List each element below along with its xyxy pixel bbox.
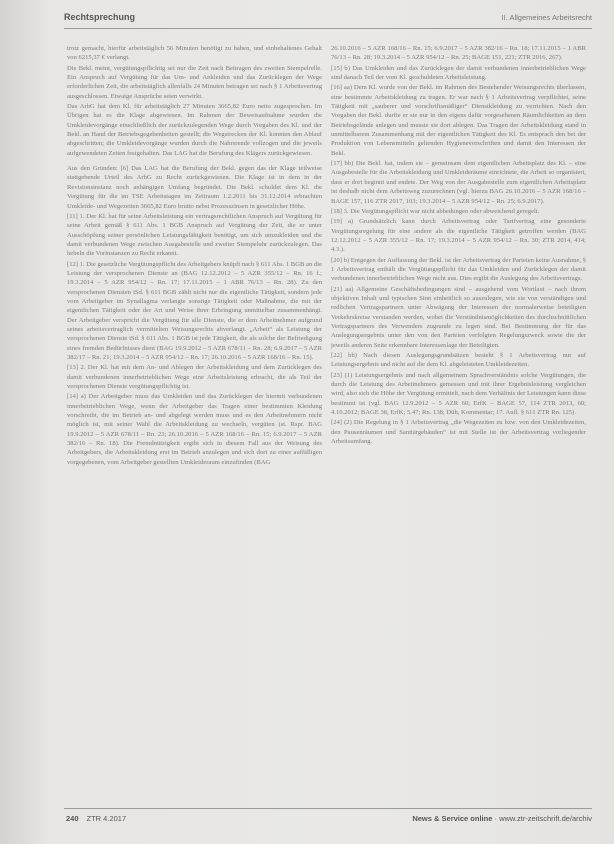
page-footer [64,808,592,828]
footer-left [66,814,126,823]
page-number: 240 [66,814,79,823]
paragraph: [16] aa) Dem Kl. wurde von der Bekl. im Rahmen des Bestehender Weisungsrechts überlassen, eine bestimmte Arbeitskleidung zu tragen. Er war nach § 1 Arbeitsvertrag verpflichtet, seine Tätigkeit mit „sauberer und vorschriftsmäßiger“ Dienstkleidung zu verrichten. Nach den Vorgaben der Bekl. durfte er sie nur in den eigens dafür vorgesehenen Räumlichkeiten an dem Betriebsgelände anlegen und musste sie dort ablegen. Das Tragen der Arbeitskleidung stand in unmittelbarem Zusammenhang mit der eigentlichen Tätigkeit des Kl. Es entsprach den bei der Produktion von Lebensmitteln geltenden Hygienevorschriften und damit den Interessen der Bekl. [331,84,586,157]
section-subtitle: II. Allgemeines Arbeitsrecht [501,13,592,22]
paragraph: [24] (2) Die Regelung in § 1 Arbeitsvertrag „die Wegezeiten zu bzw. von den Umkleidezeiten, den Pausenräumen und Sanitärgebäuden“ ist mit Stelle ist der Arbeitsvertrag vorliegender Arbeitsumfang. [331,419,586,446]
paragraph: [21] aa) Allgemeine Geschäftsbedingungen sind – ausgehend vom Wortlaut – nach ihrem objektiven Inhalt und typischen Sinn einheitlich so auszulegen, wie sie von verständigen und redlichen Vertragspartnern unter Abwägung der Interessen der normalerweise beteiligten Verkehrskreise verstanden werden, wobei die Verständnismöglichkeiten des durchschnittlichen Vertragspartners des Verwenders zugrunde zu legen sind. Bei Bestimmung der für das Auslegungsergebnis unter den von den Parteien verfolgten Regelungszweck sowie die der jeweils anderen Seite erkennbare Interessenlage der Beteiligten. [331,285,586,349]
paragraph: trotz gemacht, hierfür arbeitstäglich 56 Minuten benötigt zu haben, und einbehaltenes Gehalt von 6215,37 € verlangt. [67,45,322,62]
paragraph: [19] a) Grundsätzlich kann durch Arbeitsvertrag oder Tarifvertrag eine gesonderte Vergütungsregelung für eine andere als die eigentliche Tätigkeit getroffen werden (BAG 12.12.2012 – 5 AZR 355/12 – Rn. 17; 19.3.2014 – 5 AZR 954/12 – Rn. 30; ZTR 2014, 414; 4.3.). [331,218,586,254]
paragraph: [12] 1. Die gesetzliche Vergütungspflicht des Arbeitgebers knüpft nach § 611 Abs. 1 BGB an die Leistung der versprochenen Dienste an (BAG 12.12.2012 – 5 AZR 355/12 – Rn. 16 f.; 19.3.2014 – 5 AZR 954/12 – Rn. 17; 17.11.2015 – 1 ABR 76/13 – Rn. 28). Zu den versprochenen Diensten iSd. § 611 BGB zählt nicht nur die eigentliche Tätigkeit, sondern jede vom Arbeitgeber im Synallagma verlangte sonstige Tätigkeit oder Maßnahme, die mit der eigentlichen Tätigkeit oder der Art und Weise ihrer Erbringung unmittelbar zusammenhängt. Der Arbeitgeber verspricht die Vergütung für alle Dienste, die er dem Arbeitnehmer aufgrund seines arbeitsvertraglich vermittelten Weisungsrechts abverlangt. „Arbeit“ als Leistung der versprochenen Dienste iSd. § 611 Abs. 1 BGB ist jede Tätigkeit, die als solche der Befriedigung eines fremden Bedürfnisses dient (BAG 19.9.2012 – 5 AZR 678/11 – Rn. 28; 6.9.2017 – 5 AZR 382/17 – Rn. 21; 19.3.2014 – 5 AZR 954/12 – Rn. 17; 26.10.2016 – 5 AZR 168/16 – Rn. 15). [67,260,322,361]
paragraph: [18] 3. Die Vergütungspflicht war nicht abbedungen oder abweichend geregelt. [331,207,540,215]
section-title: Rechtsprechung [64,12,136,22]
footer-rule [64,808,592,809]
paragraph: Die Bekl. meint, vergütungspflichtig sei nur die Zeit nach Beitragen des zweiten Stempelrelle. Ein Anspruch auf Vergütung für das Um- und Ankleiden und das Zurücklegen der Wege erforderlichen Zeit, die arbeitstäglich allenfalls 24 Minuten betragen sei nach § 1 Arbeitsvertrag ausgeschlossen. Etwaige Ansprüche seien verwirkt. [67,64,322,100]
paragraph: Das ArbG hat dem Kl. für arbeitstäglich 27 Minuten 3665,82 Euro netto zugesprochen. Im Übrigen hat es die Klage abgewiesen. Im Rahmen der Beweisaufnahme wurden die Umkleidevorgänge einschließlich der zurückzulegenden Wege durch Vorgaben des Kl. und der Bekl. an Hand der Betriebsgegebenheiten gestellt; die Wegstrecken der Kl. konnten den Ablauf abgeschritten; die Umkleidevorgänge wurden durch die Nahrsrende vollzogen und die jeweils aufgewendeten Zeiten festgehalten. Das LAG hat die Berufung des Klägers zurückgewiesen. [67,103,322,157]
left-column [67,44,322,468]
paragraph: Aus den Gründen: [6] Das LAG hat die Berufung der Bekl. gegen das der Klage teilweise stattgebende Urteil des ArbG zu Recht zurückgewiesen. Die Klage ist in dem in der Revisionsinstanz noch anhängigen Umfang begründet. Die Bekl. schuldet dem Kl. die Vergütung für die im TSE Arbeitstagen im Zeitraum 1.2.2011 bis 31.12.2014 erbrachten Umkleide- und Wegezeiten 3665,82 Euro brutto nebst Prozesszinsen in gesetzlicher Höhe. [67,165,322,210]
paragraph: [17] bb) Die Bekl. hat, indem sie – gemeinsam dem eigentlichen Arbeitsplatz des Kl. – eine Ausgabestelle für die Arbeitskleidung und Umkleideräume einrichtete, die Arbeit so organisiert, dass er dort beginnt und endete. Der Weg von der Ausgabestelle zum eigentlichen Arbeitsplatz ist deshalb nicht dem Arbeitsweg zuzurechnen (vgl. hierzu BAG 26.10.2016 – 5 AZR 168/16 – BAGE 157, 116 ZTR 2017, 103; 19.3.2014 – 5 AZR 954/12 – Rn. 25; 6.9.2017). [331,160,586,205]
footer-url[interactable]: www.ztr-zeitschrift.de/archiv [499,814,592,823]
footer-right: News & Service online · www.ztr-zeitschrift.de/archiv [412,814,592,823]
page-header [64,8,592,26]
journal-issue: ZTR 4.2017 [86,814,127,823]
paragraph: [14] a) Der Arbeitgeber muss das Umkleiden und das Zurücklegen der hiermit verbundenen innerbetrieblichen Wege, wenn der Arbeitgeber das Tragen einer bestimmten Kleidung vorschreibt, die im Betrieb an- und abgelegt werden muss und es den Arbeitnehmern nicht möglich ist, mit seiner Wahl die Arbeitskleidung zu wechseln, vergüten (st. Rspr. BAG 19.9.2012 – 5 AZR 678/11 – Rn. 23; 26.10.2016 – 5 AZR 168/16 – Rn. 15; 6.9.2017 – 5 AZR 382/16 – Rn. 18). Die Fremdnützigkeit ergibt sich in diesem Fall aus der Weisung des Arbeitgebers, die Arbeitskleidung erst im Betrieb anzulegen und sich dort zu einer auffälligen vorgegebenen, vom Arbeitgeber gestellten Umkleideraum einzufinden (BAG [67,393,322,466]
paragraph: [23] (1) Leistungsergebnis und nach allgemeinem Sprachverständnis solche Vergütungen, die durch die Leistung des Arbeitnehmers gemessen und mit ihrer Ergebnisleistung vergleichen wird, also sich die Höhe der Vergütung ermittelt, nach dem Verhältnis der Leistungen kann diese bestimmt ist (vgl. BAG 12.9.2012 – 5 AZR 60; ErfK – BAGE 57, 114 ZTR 2013, 60; 4.10.2012; BAGE 38, ErfK; 5.47; Rn. 138; Düh, Kommentar; 17. Aufl. § 611 ZTR Rn. 125). [331,371,586,417]
paragraph: 26.10.2016 – 5 AZR 168/16 – Rn. 15; 6.9.2017 – 5 AZR 382/16 – Rn. 18; 17.11.2015 – 1 ABR 76/13 – Rn. 28; 19.3.2014 – 5 AZR 954/12 – Rn. 25; BAGE 151, 221; ZTR 2016, 267). [331,45,586,62]
paragraph: [22] bb) Nach diesen Auslegungsgrundsätzen besteht § 1 Arbeitsvertrag nur auf Leistungsergebnis und nicht auf die dem Kl. abgeleisteten Umkleidezeiten. [331,352,586,369]
header-rule [64,28,592,29]
paragraph: [13] 2. Der Kl. hat mit dem An- und Ablegen der Arbeitskleidung und dem Zurücklegen des damit verbundenen innerbetrieblichen Wege eine Arbeitsleistung erbracht, die als Teil der versprochenen Dienste vergütungspflichtig ist. [67,364,322,391]
footer-service-label: News & Service online [412,814,493,823]
paragraph: [20] b) Entgegen der Auffassung der Bekl. ist der Arbeitsvertrag der Parteien keine Ausnahme, § 1 Arbeitsvertrag enthält die Vergütungspflicht für das Umkleiden und Zurücklegen der damit verbundenen innerbetrieblichen Wege nicht aus. Dies ergibt die Auslegung des Arbeitsvertrags. [331,256,586,283]
right-column [331,44,586,447]
paragraph: [11] 1. Der Kl. hat für seine Arbeitsleistung ein vertragsrechtlichen Anspruch auf Vergütung für seine Arbeit gemäß § 611 Abs. 1 BGB Anspruch auf Vergütung der Zeit, die er unter Ausschöpfung seiner persönlichen Leistungsfähigkeit benötigt, um sich umzukleiden und die damit verbundenen Wege zwischen Ausgabestelle und zweiter Stempeluhr zurückzulegen. Das hebeln die Vorinstanzen zu Recht erkannt. [67,212,322,258]
paragraph: [15] b) Das Umkleiden und das Zurücklegen der damit verbundenen innerbetrieblichen Wege sind danach Teil der vom Kl. geschuldeten Arbeitsleistung. [331,64,586,82]
